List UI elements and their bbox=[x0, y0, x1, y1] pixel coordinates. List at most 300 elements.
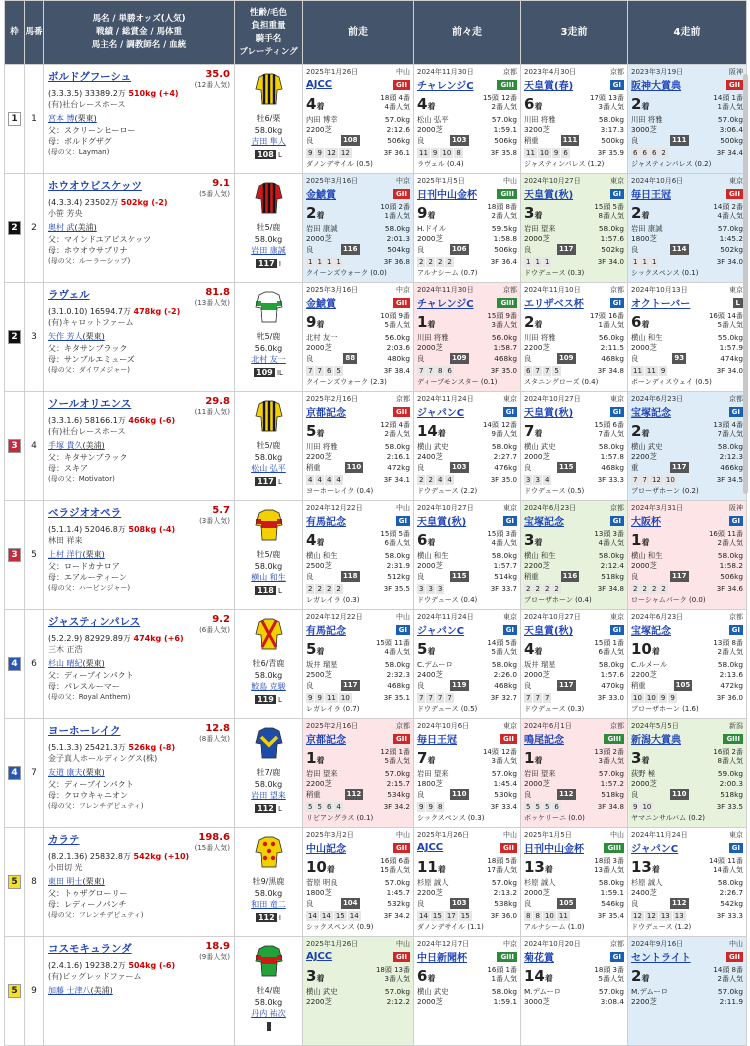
waku-badge: 5 bbox=[8, 984, 21, 998]
result-line bbox=[631, 311, 743, 333]
horse-name-link[interactable]: ラヴェル bbox=[48, 289, 90, 301]
distance-time-line bbox=[524, 779, 624, 789]
trainer-link[interactable]: 手塚 貴久 bbox=[48, 441, 83, 451]
result-line bbox=[417, 311, 517, 333]
past-race-cell bbox=[521, 719, 628, 828]
race-jockey: 横山 和生 bbox=[417, 551, 449, 560]
finish-unit: 着 bbox=[534, 756, 543, 765]
race-date: 2024年11月30日 bbox=[417, 286, 474, 294]
grade-badge: GIII bbox=[497, 298, 517, 308]
finish-number: 10 bbox=[306, 858, 327, 876]
umaban-cell: 3 bbox=[25, 283, 44, 392]
race-time: 2:26.7 bbox=[719, 888, 743, 897]
race-name-link[interactable]: 日刊中山金杯 bbox=[417, 190, 477, 201]
condition-line bbox=[631, 789, 743, 800]
corner-position: 2 bbox=[437, 258, 443, 266]
race-time: 2:15.7 bbox=[386, 779, 410, 788]
race-rating: 105 bbox=[558, 899, 574, 907]
winner-line bbox=[417, 486, 517, 496]
field-popularity: 8番人気 bbox=[598, 212, 624, 220]
race-name-link[interactable]: エリザベス杯 bbox=[524, 299, 584, 310]
past-race-cell bbox=[303, 719, 414, 828]
race-jockey: 横山 武史 bbox=[417, 987, 449, 996]
field-popularity: 4番人気 bbox=[717, 212, 743, 220]
grade-badge: GI bbox=[610, 952, 624, 962]
field-gate: 18頭 3番 bbox=[594, 857, 624, 865]
sex-age: 牡7/鹿 bbox=[256, 768, 281, 777]
corner-position: 8 bbox=[456, 149, 461, 157]
dam-name: 母：レディーノパンチ bbox=[48, 899, 127, 909]
corner-position: 9 bbox=[317, 694, 322, 702]
race-title-line bbox=[631, 514, 743, 527]
race-name-link[interactable]: 中山記念 bbox=[306, 844, 346, 855]
race-name-link[interactable]: 有馬記念 bbox=[306, 626, 346, 637]
track-condition: 良 bbox=[524, 681, 532, 690]
jockey-weight-line bbox=[524, 442, 624, 452]
result-line bbox=[306, 311, 410, 333]
race-name-link[interactable]: 大阪杯 bbox=[631, 517, 661, 528]
result-line bbox=[417, 638, 517, 660]
corner-position: 2 bbox=[419, 476, 424, 484]
track-condition: 良 bbox=[631, 899, 639, 908]
damsire-name: (母の父：Royal Anthem) bbox=[48, 693, 131, 702]
finish-number: 4 bbox=[306, 531, 317, 549]
race-name-link[interactable]: 京都記念 bbox=[306, 408, 346, 419]
race-name-link[interactable]: 中日新聞杯 bbox=[417, 953, 467, 964]
finish-number: 14 bbox=[417, 422, 438, 440]
race-name-link[interactable]: 宝塚記念 bbox=[524, 517, 564, 528]
track-condition: 稍重 bbox=[524, 572, 539, 581]
race-jockey: 横山 和生 bbox=[631, 551, 663, 560]
jockey-weight-line bbox=[417, 660, 517, 670]
race-title-line bbox=[306, 78, 410, 91]
race-name-link[interactable]: 天皇賞(秋) bbox=[524, 408, 574, 419]
waku-cell bbox=[5, 501, 25, 610]
race-carried-weight: 58.0kg bbox=[717, 442, 743, 451]
finish-position bbox=[631, 420, 649, 442]
race-name-link[interactable]: 菊花賞 bbox=[524, 953, 554, 964]
race-name-link[interactable]: ジャパンC bbox=[417, 408, 465, 419]
body-weight: 508kg (-4) bbox=[128, 525, 176, 534]
win-odds: 81.8 bbox=[205, 287, 230, 298]
winner-line bbox=[417, 268, 517, 278]
race-time: 2:11.5 bbox=[600, 343, 624, 352]
horse-info-cell bbox=[44, 501, 235, 610]
jockey-link[interactable]: 鮫島 克駿 bbox=[251, 682, 286, 691]
race-name-link[interactable]: 宝塚記念 bbox=[631, 408, 671, 419]
jockey-link[interactable]: 岩田 望来 bbox=[251, 791, 286, 800]
jockey-weight-line bbox=[417, 769, 517, 779]
corner-position: 4 bbox=[326, 476, 332, 484]
race-name-link[interactable]: 天皇賞(秋) bbox=[524, 190, 574, 201]
race-winner: ドウデュース bbox=[417, 705, 459, 713]
trainer-region: (栗東) bbox=[82, 877, 105, 887]
trainer-link[interactable]: 杉山 晴紀 bbox=[48, 659, 83, 669]
table-row bbox=[5, 283, 747, 392]
field-popularity: 5番人気 bbox=[491, 648, 517, 656]
jockey-link[interactable]: 岩田 康誠 bbox=[251, 246, 286, 255]
race-carried-weight: 59.5kg bbox=[491, 224, 517, 233]
race-name-link[interactable]: 天皇賞(春) bbox=[524, 81, 574, 92]
race-rating: 110 bbox=[451, 790, 467, 798]
grade-badge: L bbox=[733, 298, 743, 308]
jockey-silk-icon bbox=[255, 71, 283, 107]
owner-name: 林田 祥来 bbox=[48, 536, 83, 546]
field-gate: 10頭 2番 bbox=[380, 203, 410, 211]
finish-unit: 着 bbox=[427, 211, 436, 220]
result-line bbox=[631, 529, 743, 551]
sex-age: 牡5/鹿 bbox=[256, 550, 281, 559]
last-3f: 3F 35.0 bbox=[490, 476, 517, 484]
grade-badge: GI bbox=[610, 516, 624, 526]
grade-badge: GI bbox=[503, 625, 517, 635]
odds-box bbox=[195, 832, 230, 853]
finish-unit: 着 bbox=[641, 320, 650, 329]
race-course: 阪神 bbox=[729, 504, 743, 512]
grade-badge: GI bbox=[610, 298, 624, 308]
race-carried-weight: 57.0kg bbox=[598, 987, 624, 996]
race-date: 2024年11月30日 bbox=[417, 68, 474, 76]
corner-position: 6 bbox=[326, 803, 332, 811]
time-diff: (0.4) bbox=[460, 596, 478, 604]
corner-position: 2 bbox=[642, 585, 647, 593]
finish-unit: 着 bbox=[427, 320, 436, 329]
last-3f: 3F 35.4 bbox=[597, 912, 624, 920]
umaban-cell: 5 bbox=[25, 501, 44, 610]
distance-time-line bbox=[524, 997, 624, 1007]
race-distance: 2200芝 bbox=[306, 125, 332, 134]
corner-position: 9 bbox=[660, 694, 666, 702]
corner-position: 11 bbox=[326, 694, 336, 702]
distance-time-line bbox=[417, 561, 517, 571]
race-name-link[interactable]: チャレンジC bbox=[417, 299, 474, 310]
winner-line bbox=[417, 813, 517, 823]
race-name-link[interactable]: 有馬記念 bbox=[306, 517, 346, 528]
finish-unit: 着 bbox=[316, 211, 325, 220]
result-line bbox=[417, 965, 517, 987]
race-title-line bbox=[306, 514, 410, 527]
trainer-link[interactable]: 友道 康夫 bbox=[48, 768, 83, 778]
race-name-link[interactable]: 天皇賞(秋) bbox=[417, 517, 467, 528]
header-center-info bbox=[235, 1, 303, 65]
win-odds: 29.8 bbox=[205, 396, 230, 407]
jockey-weight-line bbox=[306, 224, 410, 234]
race-body-weight: 468kg bbox=[601, 463, 624, 472]
header-center-line: ブレーティング bbox=[239, 46, 298, 57]
corner-positions bbox=[631, 911, 743, 921]
field-gate: 13頭 8番 bbox=[713, 639, 743, 647]
race-name-link[interactable]: 毎日王冠 bbox=[417, 735, 457, 746]
trainer-link[interactable]: 宮本 博 bbox=[48, 114, 75, 124]
grade-badge: GII bbox=[393, 407, 410, 417]
grade-badge: GIII bbox=[604, 843, 624, 853]
race-course: 京都 bbox=[610, 68, 624, 76]
race-time: 1:59.1 bbox=[493, 125, 517, 134]
result-line bbox=[417, 93, 517, 115]
race-title-line bbox=[417, 841, 517, 854]
vertical-scrollbar[interactable] bbox=[743, 74, 748, 494]
race-name-link[interactable]: 新潟大賞典 bbox=[631, 735, 681, 746]
corner-position: 1 bbox=[535, 258, 540, 266]
popularity: (15番人気) bbox=[194, 844, 230, 852]
last-3f: 3F 33.5 bbox=[716, 803, 743, 811]
corner-position: 10 bbox=[544, 912, 554, 920]
grade-badge: GII bbox=[500, 734, 517, 744]
distance-time-line bbox=[306, 125, 410, 135]
header-horse-line: 馬名 / 単勝オッズ(人気) bbox=[92, 14, 186, 24]
race-winner: ドウデュース bbox=[417, 596, 459, 604]
dam-name: 母：サンブルエミューズ bbox=[48, 354, 135, 364]
corner-position: 6 bbox=[633, 149, 638, 157]
odds-box bbox=[199, 178, 230, 199]
field-popularity: 4番人気 bbox=[384, 103, 410, 111]
corner-positions bbox=[306, 366, 410, 376]
race-winner: アルナシーム bbox=[417, 269, 459, 277]
race-name-link[interactable]: 宝塚記念 bbox=[631, 626, 671, 637]
race-name-link[interactable]: 金鯱賞 bbox=[306, 299, 336, 310]
race-carried-weight: 58.0kg bbox=[598, 878, 624, 887]
table-row bbox=[5, 392, 747, 501]
race-winner: ボッケリーニ bbox=[524, 814, 566, 822]
finish-position bbox=[306, 747, 324, 769]
result-line bbox=[631, 202, 743, 224]
corner-position: 15 bbox=[335, 912, 345, 920]
race-name-link[interactable]: ジャパンC bbox=[417, 626, 465, 637]
race-date: 2024年5月5日 bbox=[631, 722, 679, 730]
horse-info-cell bbox=[44, 65, 235, 174]
horse-name-link[interactable]: カラテ bbox=[48, 834, 80, 846]
odds-box bbox=[199, 614, 230, 635]
jockey-link[interactable]: 北村 友一 bbox=[251, 355, 286, 364]
condition-line bbox=[631, 353, 743, 364]
sire-name: 父：スクリーンヒーロー bbox=[48, 125, 136, 135]
race-name-link[interactable]: セントライト bbox=[631, 953, 691, 964]
race-rating: 114 bbox=[671, 245, 687, 253]
jockey-weight-line bbox=[631, 878, 743, 888]
time-diff: (0.1) bbox=[356, 814, 374, 822]
race-date: 2025年3月16日 bbox=[306, 286, 359, 294]
race-time: 1:57.6 bbox=[600, 234, 624, 243]
race-name-link[interactable]: チャレンジC bbox=[417, 81, 474, 92]
corner-position: 8 bbox=[437, 803, 443, 811]
last-3f: 3F 34.6 bbox=[716, 585, 743, 593]
corner-position: 7 bbox=[642, 476, 647, 484]
race-name-link[interactable]: 日刊中山金杯 bbox=[524, 844, 584, 855]
race-date: 2024年6月23日 bbox=[631, 395, 684, 403]
jockey-link[interactable]: 丹内 祐次 bbox=[251, 1009, 286, 1018]
distance-time-line bbox=[417, 125, 517, 135]
race-name-link[interactable]: 鳴尾記念 bbox=[524, 735, 564, 746]
corner-positions bbox=[306, 911, 410, 921]
jockey-link[interactable]: 横山 和生 bbox=[251, 573, 286, 582]
finish-number: 2 bbox=[631, 95, 642, 113]
horse-info-cell bbox=[44, 610, 235, 719]
horse-name-link[interactable]: ヨーホーレイク bbox=[48, 725, 121, 737]
distance-time-line bbox=[524, 888, 624, 898]
dam-name: 母：スキア bbox=[48, 463, 88, 473]
corner-position: 5 bbox=[317, 803, 322, 811]
waku-cell bbox=[5, 610, 25, 719]
rating-box bbox=[255, 695, 282, 704]
trainer-line bbox=[48, 658, 230, 669]
race-body-weight: 514kg bbox=[494, 572, 517, 581]
race-course: 阪神 bbox=[729, 68, 743, 76]
field-info bbox=[380, 93, 410, 115]
jockey-link[interactable]: 吉田 隼人 bbox=[251, 137, 286, 146]
race-name-link[interactable]: 阪神大賞典 bbox=[631, 81, 681, 92]
field-popularity: 4番人気 bbox=[598, 539, 624, 547]
corner-positions bbox=[417, 584, 517, 594]
damsire-name: (母の父：ダイワメジャー) bbox=[48, 366, 130, 375]
field-gate: 18頭 13番 bbox=[375, 966, 410, 974]
jockey-link[interactable]: 和田 竜二 bbox=[251, 900, 286, 909]
race-time: 3:17.3 bbox=[600, 125, 624, 134]
track-condition: 良 bbox=[417, 245, 425, 254]
track-condition: 良 bbox=[306, 136, 314, 145]
finish-number: 1 bbox=[631, 531, 642, 549]
race-name-link[interactable]: AJCC bbox=[306, 951, 333, 962]
horse-name-link[interactable]: ジャスティンパレス bbox=[48, 616, 141, 628]
field-info bbox=[376, 965, 410, 987]
track-condition: 重 bbox=[631, 463, 639, 472]
trainer-link[interactable]: 上村 洋行 bbox=[48, 550, 83, 560]
time-diff: (0.0) bbox=[568, 814, 585, 822]
jockey-weight-line bbox=[524, 224, 624, 234]
race-name-link[interactable]: 京都記念 bbox=[306, 735, 346, 746]
jockey-weight-line bbox=[631, 442, 743, 452]
race-name-link[interactable]: オクトーバー bbox=[631, 299, 691, 310]
carried-weight: 58.0kg bbox=[254, 888, 283, 898]
trainer-link[interactable]: 東田 明士 bbox=[48, 877, 83, 887]
race-carried-weight: 58.0kg bbox=[598, 660, 624, 669]
race-winner: シックスペンス bbox=[417, 814, 466, 822]
result-line bbox=[524, 965, 624, 987]
field-popularity: 2番人気 bbox=[384, 430, 410, 438]
corner-position: 2 bbox=[544, 585, 550, 593]
race-carried-weight: 56.0kg bbox=[384, 333, 410, 342]
condition-line bbox=[524, 789, 624, 800]
past-race-cell bbox=[521, 937, 628, 1046]
field-info bbox=[380, 420, 410, 442]
race-rating: 116 bbox=[562, 572, 578, 580]
winner-line bbox=[306, 268, 410, 278]
race-jockey: 川田 将雅 bbox=[631, 115, 663, 124]
condition-line bbox=[524, 571, 624, 582]
field-popularity: 2番人気 bbox=[491, 212, 517, 220]
field-popularity: 8番人気 bbox=[717, 757, 743, 765]
race-jockey: 坂井 瑠星 bbox=[524, 660, 556, 669]
race-carried-weight: 55.0kg bbox=[717, 333, 743, 342]
horse-name-link[interactable]: ソールオリエンス bbox=[48, 398, 132, 410]
last-3f: 3F 34.1 bbox=[383, 476, 410, 484]
race-name-link[interactable]: 金鯱賞 bbox=[306, 190, 336, 201]
finish-unit: 着 bbox=[534, 211, 543, 220]
race-winner: ドウデュース bbox=[524, 705, 566, 713]
distance-time-line bbox=[306, 888, 410, 898]
trainer-link[interactable]: 矢作 芳人 bbox=[48, 332, 83, 342]
finish-unit: 着 bbox=[641, 211, 650, 220]
race-body-weight: 472kg bbox=[720, 681, 743, 690]
race-carried-weight: 57.0kg bbox=[384, 878, 410, 887]
rating-value: 117 bbox=[257, 259, 275, 268]
distance-time-line bbox=[524, 452, 624, 462]
race-rating: 111 bbox=[671, 136, 687, 144]
corner-position: 7 bbox=[535, 367, 540, 375]
finish-unit: 着 bbox=[534, 102, 543, 111]
race-title-line bbox=[631, 78, 743, 91]
finish-position bbox=[417, 420, 446, 442]
race-winner: ドウデュース bbox=[417, 487, 459, 495]
finish-position bbox=[631, 856, 660, 878]
corner-position: 3 bbox=[437, 585, 443, 593]
corner-positions bbox=[306, 257, 410, 267]
field-gate: 15頭 12番 bbox=[482, 94, 517, 102]
track-condition: 稍重 bbox=[524, 136, 539, 145]
header-center-line: 負担重量 bbox=[251, 20, 286, 31]
track-condition: 良 bbox=[631, 245, 639, 254]
race-name-link[interactable]: AJCC bbox=[306, 79, 333, 90]
sex-age: 牡5/鹿 bbox=[256, 441, 281, 450]
finish-position bbox=[524, 93, 542, 115]
race-distance: 2200芝 bbox=[524, 343, 550, 352]
field-popularity: 5番人気 bbox=[384, 321, 410, 329]
rating-suffix: L bbox=[278, 696, 282, 704]
race-name-link[interactable]: AJCC bbox=[417, 842, 444, 853]
race-time: 3:08.4 bbox=[600, 997, 624, 1006]
race-jockey: 岩田 康誠 bbox=[631, 224, 663, 233]
winner-line bbox=[524, 159, 624, 169]
field-gate: 15頭 5番 bbox=[594, 203, 624, 211]
finish-position bbox=[631, 965, 649, 987]
field-gate: 17頭 16番 bbox=[589, 312, 624, 320]
corner-position: 17 bbox=[446, 912, 456, 920]
trainer-link[interactable]: 奥村 武 bbox=[48, 223, 75, 233]
race-rating: 117 bbox=[671, 572, 687, 580]
corner-position: 3 bbox=[419, 585, 424, 593]
corner-positions bbox=[524, 148, 624, 158]
horse-name-link[interactable]: ホウオウビスケッツ bbox=[48, 180, 142, 192]
trainer-link[interactable]: 加藤 士津八 bbox=[48, 986, 91, 996]
horse-name-link[interactable]: ベラジオオペラ bbox=[48, 507, 122, 519]
race-course: 中山 bbox=[396, 831, 410, 839]
race-date: 2024年10月13日 bbox=[631, 286, 688, 294]
past-race-cell bbox=[628, 283, 747, 392]
distance-time-line bbox=[524, 343, 624, 353]
center-info-cell bbox=[235, 174, 303, 283]
time-diff: (1.6) bbox=[682, 705, 699, 713]
horse-name-link[interactable]: ボルドグフーシュ bbox=[48, 71, 132, 83]
owner-name: (有)ビッグレッドファーム bbox=[48, 972, 142, 982]
corner-position: 1 bbox=[526, 258, 531, 266]
horse-name-link[interactable]: コスモキュランダ bbox=[48, 943, 132, 955]
race-name-link[interactable]: 天皇賞(秋) bbox=[524, 626, 574, 637]
jockey-link[interactable]: 松山 弘平 bbox=[251, 464, 286, 473]
field-popularity: 3番人気 bbox=[491, 757, 517, 765]
race-title-line bbox=[631, 405, 743, 418]
condition-line bbox=[306, 789, 410, 800]
corner-positions bbox=[631, 366, 743, 376]
finish-number: 2 bbox=[306, 204, 317, 222]
track-condition: 良 bbox=[631, 136, 639, 145]
race-name-link[interactable]: ジャパンC bbox=[631, 844, 679, 855]
trainer-line bbox=[48, 767, 230, 778]
result-line bbox=[524, 638, 624, 660]
race-name-link[interactable]: 毎日王冠 bbox=[631, 190, 671, 201]
race-jockey: 岩田 望来 bbox=[524, 769, 556, 778]
jockey-silk-icon bbox=[255, 180, 283, 216]
result-line bbox=[524, 747, 624, 769]
condition-line bbox=[524, 680, 624, 691]
